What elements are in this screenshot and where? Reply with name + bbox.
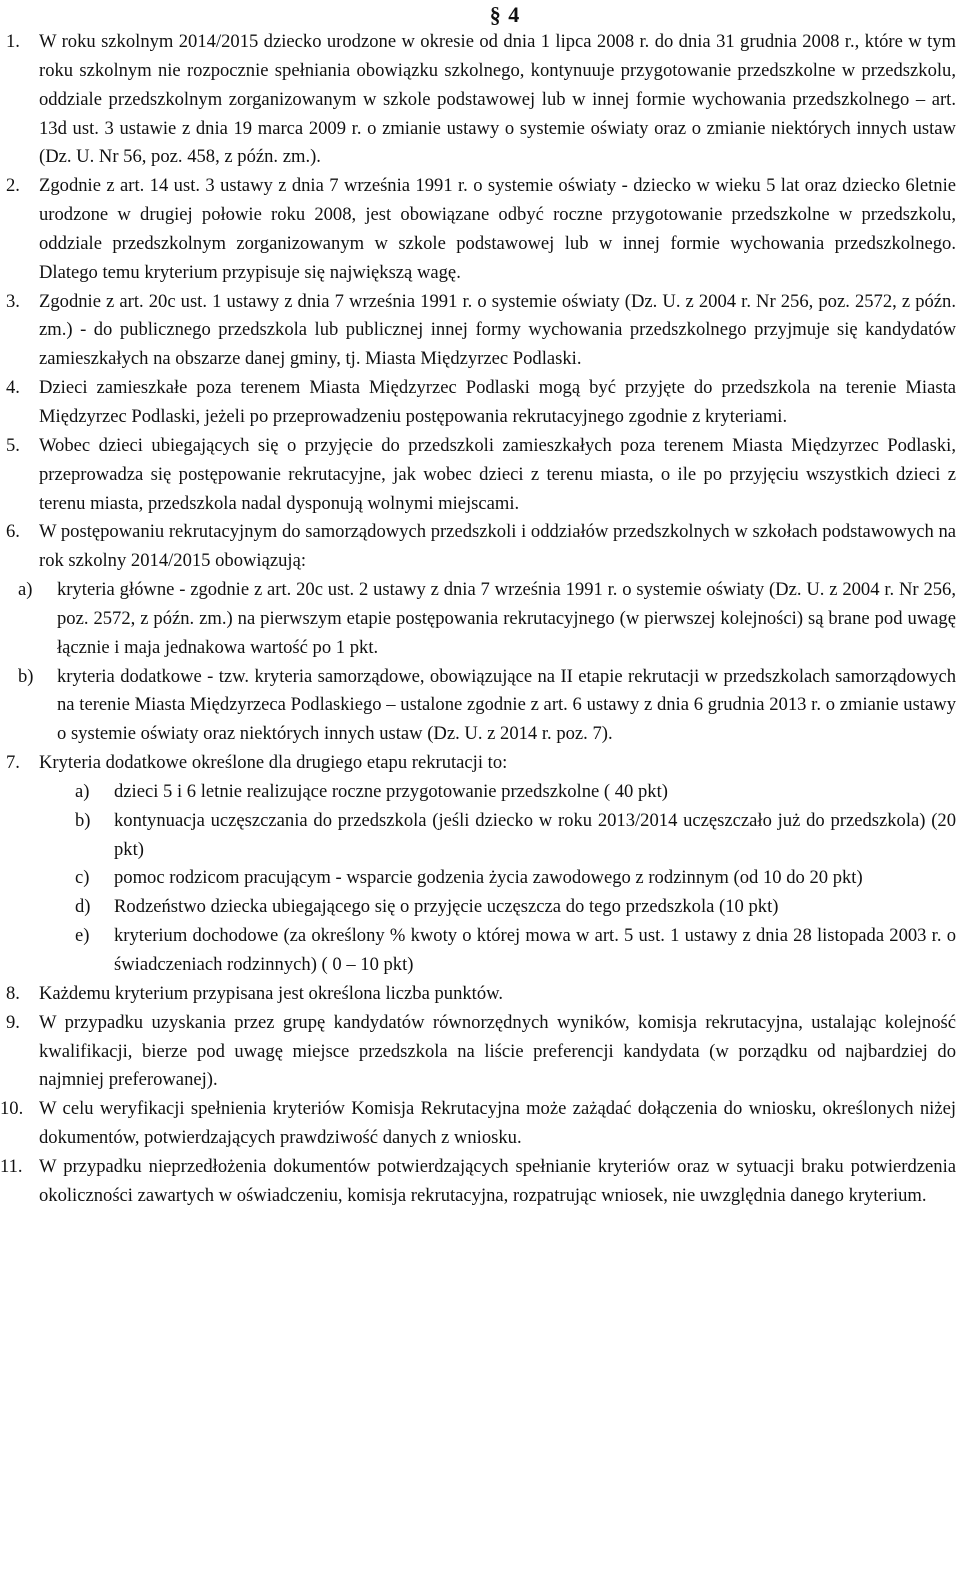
sub-list-item bbox=[0, 807, 960, 865]
list-item bbox=[0, 1009, 960, 1096]
item-number: 1. bbox=[6, 31, 20, 52]
sub-list-item bbox=[0, 778, 960, 807]
item-text: dzieci 5 i 6 letnie realizujące roczne przygotowanie przedszkolne ( 40 pkt) bbox=[114, 780, 668, 802]
sub-list-item bbox=[0, 922, 960, 980]
sub-list-item bbox=[0, 576, 960, 663]
item-number: 10. bbox=[0, 1098, 24, 1120]
item-number: 6. bbox=[6, 521, 20, 543]
item-number: e) bbox=[75, 925, 90, 947]
list-item bbox=[0, 518, 960, 576]
item-number: 7. bbox=[6, 752, 20, 774]
item-text: Wobec dzieci ubiegających się o przyjęcie do przedszkoli zamieszkałych poza terenem Miasta Międzyrzec Podlaski, przeprowadza się postępowanie rekrutacyjne, jak wobec dzieci z terenu miasta, o ile po przyjęciu wszystkich dzieci z terenu miasta, przedszkola nadal dysponują wolnymi miejscami. bbox=[39, 434, 956, 514]
section-heading: § 4 bbox=[489, 2, 521, 27]
item-number: a) bbox=[75, 780, 90, 802]
list-item bbox=[0, 432, 960, 519]
item-number: 9. bbox=[6, 1011, 20, 1033]
item-text: kryterium dochodowe (za określony % kwoty o której mowa w art. 5 ust. 1 ustawy z dnia 28 listopada 2003 r. o świadczeniach rodzinnych) ( 0 – 10 pkt) bbox=[114, 925, 956, 975]
item-number: d) bbox=[75, 896, 91, 918]
item-text: W postępowaniu rekrutacyjnym do samorządowych przedszkoli i oddziałów przedszkolnych w szkołach podstawowych na rok szkolny 2014/2015 obowiązują: bbox=[39, 521, 956, 572]
sub-list-item bbox=[0, 893, 960, 922]
item-number: b) bbox=[75, 809, 91, 831]
item-text: Zgodnie z art. 14 ust. 3 ustawy z dnia 7 września 1991 r. o systemie oświaty - dziecko w wieku 5 lat oraz dziecko 6letnie urodzone w drugiej połowie roku 2008, jest obowiązane odbyć roczne przygotowanie przedszkolne w przedszkolu, oddziale przedszkolnym zorganizowanym w szkole podstawowej lub w innej formie wychowania przedszkolnego. Dlatego temu kryterium przypisuje się największą wagę. bbox=[39, 175, 956, 283]
item-text: W przypadku uzyskania przez grupę kandydatów równorzędnych wyników, komisja rekrutacyjna, ustalając kolejność kwalifikacji, bierze pod uwagę miejsce przedszkola na liście preferencji kandydata (w porządku od najbardziej do najmniej preferowanej). bbox=[39, 1011, 956, 1091]
list-item bbox=[0, 374, 960, 432]
item-number: 2. bbox=[6, 175, 20, 197]
list-item bbox=[0, 172, 960, 287]
document-body bbox=[0, 28, 960, 1211]
item-number: b) bbox=[18, 665, 34, 687]
item-number: 5. bbox=[6, 434, 20, 456]
sub-list-item bbox=[0, 663, 960, 750]
item-number: 3. bbox=[6, 290, 20, 312]
item-text: Rodzeństwo dziecka ubiegającego się o przyjęcie uczęszcza do tego przedszkola (10 pkt) bbox=[114, 896, 779, 918]
item-text: Zgodnie z art. 20c ust. 1 ustawy z dnia 7 września 1991 r. o systemie oświaty (Dz. U. z 2004 r. Nr 256, poz. 2572, z późn. zm.) - do publicznego przedszkola lub publicznej innej formy wychowania przedszkolnego przyjmuje się kandydatów zamieszkałych na obszarze danej gminy, tj. Miasta Międzyrzec Podlaski. bbox=[39, 290, 956, 370]
item-text: pomoc rodzicom pracującym - wsparcie godzenia życia zawodowego z rodzinnym (od 10 do 20 pkt) bbox=[114, 867, 863, 889]
sub-list-item bbox=[0, 864, 960, 893]
list-item bbox=[0, 1095, 960, 1153]
item-text: kryteria dodatkowe - tzw. kryteria samorządowe, obowiązujące na II etapie rekrutacji w przedszkolach samorządowych na terenie Miasta Międzyrzeca Podlaskiego – ustalone zgodnie z art. 6 ustawy z dnia 6 grudnia 2013 r. o zmianie ustawy o systemie oświaty oraz niektórych innych ustaw (Dz. U. z 2014 r. poz. 7). bbox=[57, 665, 956, 745]
item-text: Dzieci zamieszkałe poza terenem Miasta Międzyrzec Podlaski mogą być przyjęte do przedszkola na terenie Miasta Międzyrzec Podlaski, jeżeli po przeprowadzeniu postępowania rekrutacyjnego zgodnie z kryteriami. bbox=[39, 377, 956, 427]
item-number: c) bbox=[75, 867, 90, 889]
item-number: 4. bbox=[6, 377, 20, 399]
list-item bbox=[0, 1153, 960, 1211]
item-text: kryteria główne - zgodnie z art. 20c ust. 2 ustawy z dnia 7 września 1991 r. o systemie oświaty (Dz. U. z 2004 r. Nr 256, poz. 2572, z późn. zm.) na pierwszym etapie postępowania rekrutacyjnego (w pierwszej kolejności) są brane pod uwagę łącznie i maja jednakowa wartość po 1 pkt. bbox=[57, 579, 956, 658]
list-item bbox=[0, 288, 960, 375]
item-text: W przypadku nieprzedłożenia dokumentów potwierdzających spełnianie kryteriów oraz w sytuacji braku potwierdzenia okoliczności zawartych w oświadczeniu, komisja rekrutacyjna, rozpatrując wniosek, nie uwzględnia danego kryterium. bbox=[39, 1155, 956, 1206]
list-item bbox=[0, 28, 960, 172]
item-text: kontynuacja uczęszczania do przedszkola (jeśli dziecko w roku 2013/2014 uczęszczało już do przedszkola) (20 pkt) bbox=[114, 809, 956, 860]
item-text: W roku szkolnym 2014/2015 dziecko urodzone w okresie od dnia 1 lipca 2008 r. do dnia 31 grudnia 2008 r., które w tym roku szkolnym nie rozpocznie spełniania obowiązku szkolnego, kontynuuje przygotowanie przedszkolne w przedszkolu, oddziale przedszkolnym zorganizowanym w szkole podstawowej lub w innej formie wychowania przedszkolnego – art. 13d ust. 3 ustawie z dnia 19 marca 2009 r. o zmianie ustawy o systemie oświaty oraz o zmianie niektórych innych ustaw (Dz. U. Nr 56, poz. 458, z późn. zm.). bbox=[39, 31, 956, 168]
list-item bbox=[0, 749, 960, 778]
list-item bbox=[0, 980, 960, 1009]
item-text: Kryteria dodatkowe określone dla drugiego etapu rekrutacji to: bbox=[39, 752, 508, 774]
item-text: W celu weryfikacji spełnienia kryteriów Komisja Rekrutacyjna może zażądać dołączenia do wniosku, określonych niżej dokumentów, potwierdzających prawdziwość danych z wniosku. bbox=[39, 1098, 956, 1149]
item-text: Każdemu kryterium przypisana jest określona liczba punktów. bbox=[39, 982, 504, 1004]
item-number: 8. bbox=[6, 982, 20, 1004]
item-number: 11. bbox=[0, 1155, 23, 1177]
item-number: a) bbox=[18, 579, 33, 601]
